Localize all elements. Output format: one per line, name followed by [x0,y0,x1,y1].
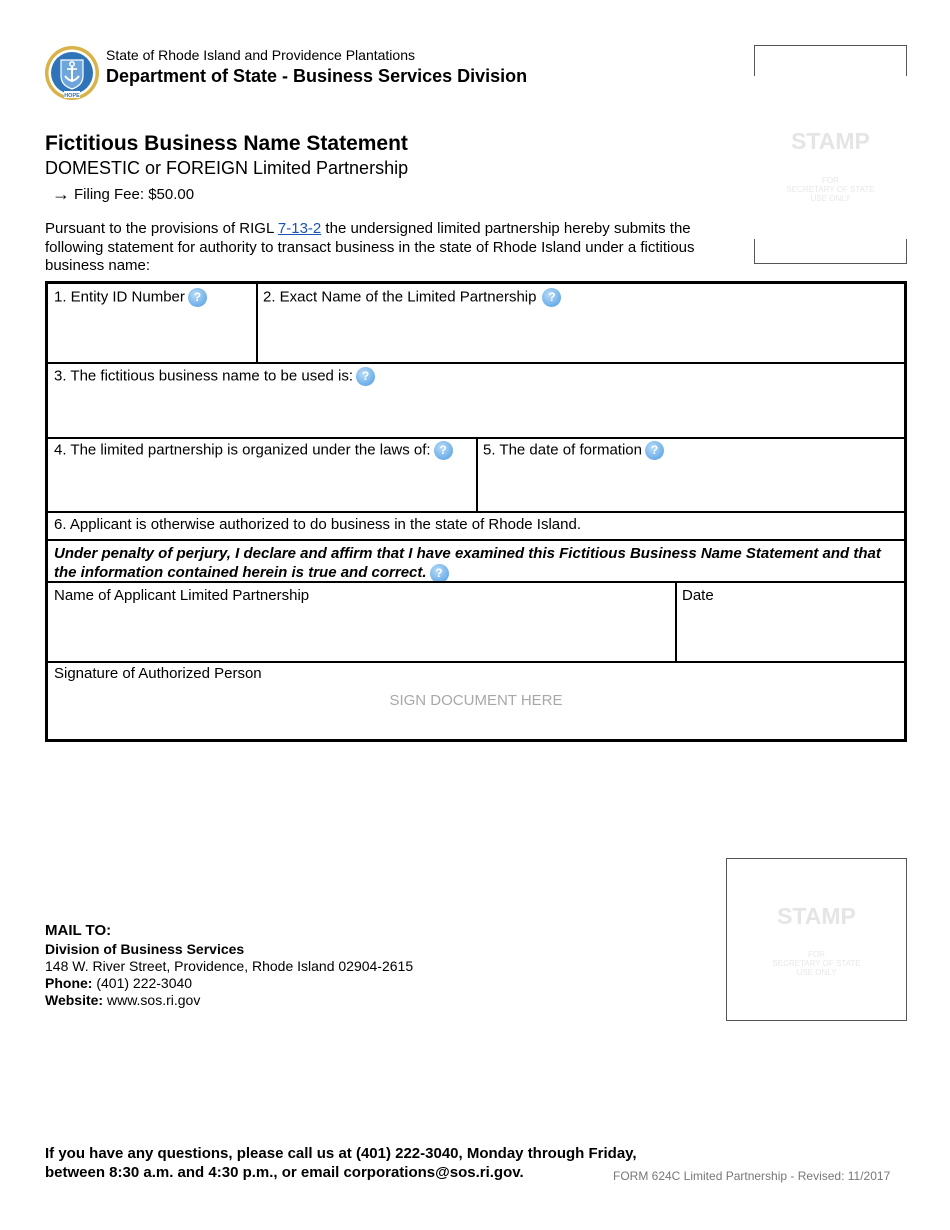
field-entity-id-label: 1. Entity ID Number ? [54,288,207,307]
rigl-link[interactable]: 7-13-2 [277,220,322,237]
mail-to-heading: MAIL TO: [45,922,112,939]
help-icon[interactable]: ? [542,288,561,307]
form-id: FORM 624C Limited Partnership - Revised: 11/2017 [613,1169,891,1183]
arrow-right-icon: → [52,184,70,204]
page-title: Fictitious Business Name Statement [45,132,408,155]
date-label: Date [682,587,714,604]
website-link[interactable]: www.sos.ri.gov [103,992,201,1008]
stamp-box-bottom [726,858,907,1021]
questions-footer: If you have any questions, please call us at (401) 222-3040, Monday through Friday, between 8:30 a.m. and 4:30 p.m., or email corporations@sos.ri.gov. [45,1145,637,1181]
seal-text: HOPE [64,93,80,99]
form-table [45,281,907,742]
phone-line: Phone: (401) 222-3040 [45,975,193,991]
help-icon[interactable]: ? [188,288,207,307]
applicant-name-label: Name of Applicant Limited Partnership [54,587,310,604]
department-name: Department of State - Business Services Division [106,66,528,86]
signature-label: Signature of Authorized Person [54,665,262,682]
field-authorized-statement: 6. Applicant is otherwise authorized to do business in the state of Rhode Island. [54,516,581,533]
stamp-sub-label: FOR SECRETARY OF STATE USE ONLY [772,950,861,977]
state-seal-logo [44,45,100,101]
field-laws-of-label: 4. The limited partnership is organized under the laws of: ? [54,441,453,460]
stamp-label: STAMP [791,128,870,154]
mail-to-block [45,922,413,1009]
help-icon[interactable]: ? [430,564,449,583]
division-name: Division of Business Services [45,941,245,957]
stamp-box-top [754,45,907,264]
perjury-declaration: Under penalty of perjury, I declare and affirm that I have examined this Fictitious Business Name Statement and that the information contained herein is true and correct. ? [54,545,881,581]
help-icon[interactable]: ? [356,367,375,386]
sign-document-here[interactable]: SIGN DOCUMENT HERE [389,692,563,709]
help-icon[interactable]: ? [645,441,664,460]
stamp-sub-label: FOR SECRETARY OF STATE USE ONLY [786,176,875,203]
page-subtitle: DOMESTIC or FOREIGN Limited Partnership [45,158,409,178]
help-icon[interactable]: ? [434,441,453,460]
filing-fee-text: Filing Fee: $50.00 [74,186,195,203]
field-formation-date-label: 5. The date of formation ? [483,441,664,460]
field-lp-name-label: 2. Exact Name of the Limited Partnership ? [263,288,561,307]
stamp-label: STAMP [777,903,856,929]
mail-address: 148 W. River Street, Providence, Rhode Island 02904-2615 [45,958,414,974]
field-fictitious-name-label: 3. The fictitious business name to be used is: ? [54,367,375,386]
website-line: Website: www.sos.ri.gov [45,992,201,1008]
filing-fee [52,186,194,203]
state-name: State of Rhode Island and Providence Plantations [106,47,415,63]
intro-paragraph: Pursuant to the provisions of RIGL 7-13-2 the undersigned limited partnership hereby submits the following statement for authority to transact business in the state of Rhode Island under a fictitious business name: [45,220,695,274]
